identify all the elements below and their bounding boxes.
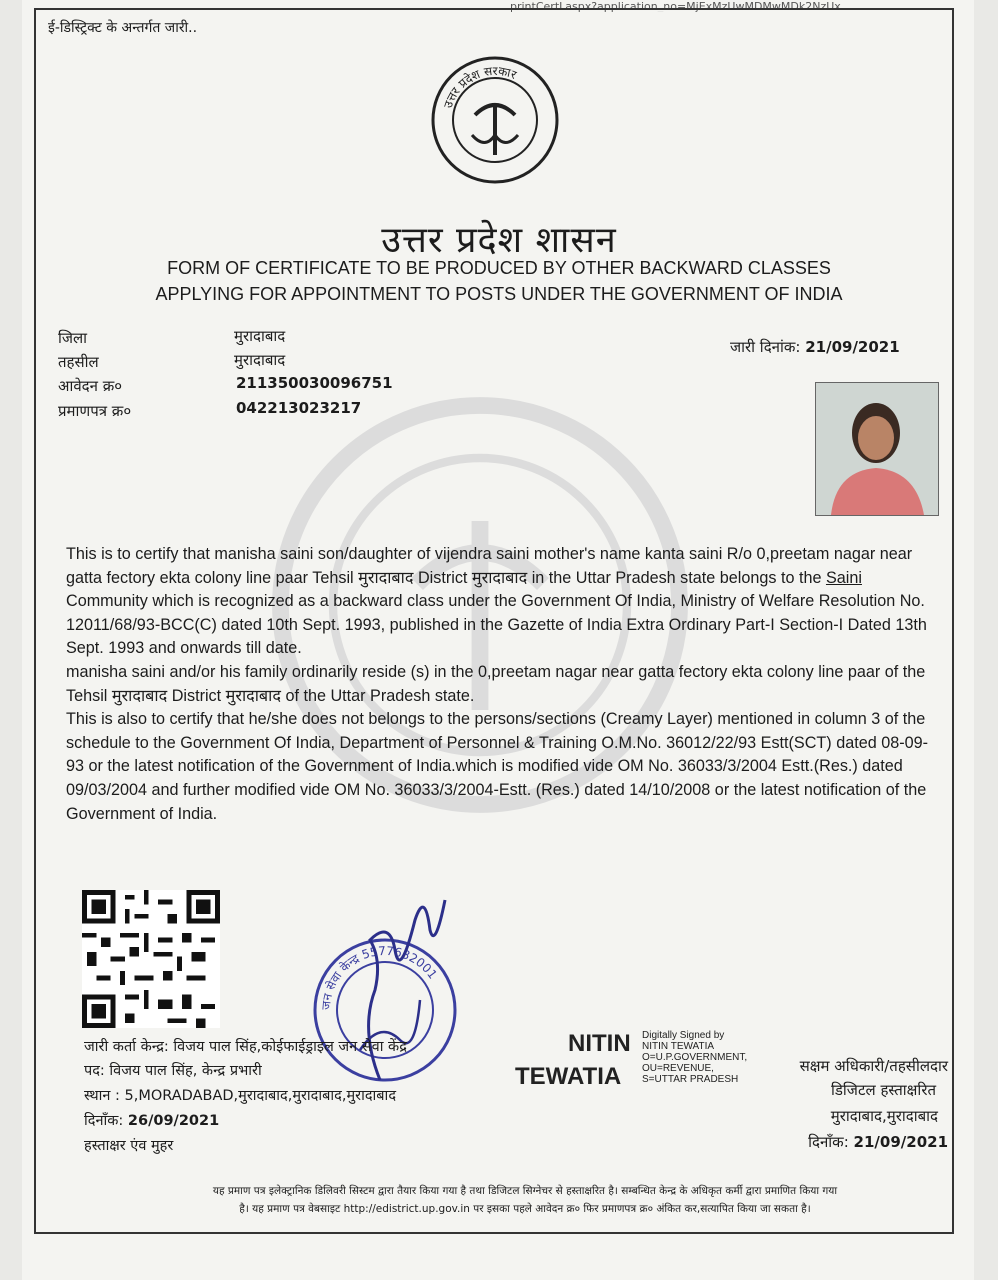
emblem-text: उत्तर प्रदेश सरकार [440, 63, 519, 110]
dsig-line: S=UTTAR PRADESH [642, 1074, 739, 1085]
person-photo-icon [816, 383, 938, 515]
stamp-text: जन सेवा केन्द्र 5577632001 [318, 943, 440, 1011]
officer-location: मुरादाबाद,मुरादाबाद [830, 1107, 938, 1125]
certificate-no-label: प्रमाणपत्र क्र० [58, 402, 132, 420]
officer-title: सक्षम अधिकारी/तहसीलदार [799, 1057, 948, 1075]
certify-text-b: Community which is recognized as a backward class under the Government Of India, Ministry of Welfare Resolution No. 12011/68/93-BCC(C) dated 10th Sept. 1993, published in the Gazette of India Extra Ordinary Part-I Section-I Dated 13th Sept. 1993 and onwards till date. [66, 592, 927, 658]
issuing-date [84, 1110, 219, 1130]
officer-date-value: 21/09/2021 [853, 1133, 948, 1151]
officer-date-label: दिनाँक: [808, 1133, 849, 1151]
footer-note-line-1: यह प्रमाण पत्र इलेक्ट्रानिक डिलिवरी सिस्टम द्वारा तैयार किया गया है तथा डिजिटल सिग्नेचर से हस्ताक्षरित है। सम्बन्धित केन्द्र के अधिकृत कर्मी द्वारा प्रमाणित किया गया [212, 1185, 838, 1197]
issue-date-label: जारी दिनांक: [730, 338, 801, 356]
application-no-label: आवेदन क्र० [58, 377, 123, 395]
digital-signature-details [642, 1030, 747, 1085]
up-government-emblem-icon [430, 55, 560, 185]
dsig-line: Digitally Signed by [642, 1030, 725, 1041]
certificate-body [66, 543, 936, 826]
digital-signer-name-line-2: TEWATIA [515, 1063, 622, 1090]
form-title-line-2: APPLYING FOR APPOINTMENT TO POSTS UNDER THE GOVERNMENT OF INDIA [155, 284, 843, 304]
issue-date-value: 21/09/2021 [805, 338, 900, 356]
svg-text:उत्तर प्रदेश सरकार [441, 64, 520, 110]
url-fragment: printCertLaspx?application_no=MjExMzUwMDMwMDk2NzUx [510, 0, 841, 12]
issuing-place: स्थान : 5,MORADABAD,मुरादाबाद,मुरादाबाद,मुरादाबाद [84, 1088, 397, 1104]
certify-text-a: This is to certify that manisha saini son/daughter of vijendra saini mother's name kanta saini R/o 0,preetam nagar near gatta fectory ekta colony line paar Tehsil मुरादाबाद District मुरादाबाद in the Uttar Pradesh state belongs to the [66, 545, 913, 587]
dsig-line: OU=REVENUE, [642, 1063, 714, 1074]
certificate-no-value: 042213023217 [236, 399, 362, 417]
dsig-line: O=U.P.GOVERNMENT, [642, 1052, 748, 1063]
issued-under-label: ई-डिस्ट्रिक्ट के अन्तर्गत जारी.. [48, 20, 198, 36]
government-title: उत्तर प्रदेश शासन [381, 220, 617, 261]
district-value: मुरादाबाद [234, 327, 286, 345]
qr-code-icon [82, 890, 220, 1028]
certify-paragraph [66, 543, 936, 661]
residence-paragraph: manisha saini and/or his family ordinarily reside (s) in the 0,preetam nagar near gatta fectory ekta colony line paar of the Tehsil मुरादाबाद District मुरादाबाद of the Uttar Pradesh state. [66, 662, 926, 705]
officer-sign-type: डिजिटल हस्ताक्षरित [831, 1081, 936, 1099]
tehsil-label: तहसील [58, 353, 99, 371]
issue-date [730, 337, 900, 357]
officer-date [808, 1132, 948, 1152]
applicant-photo [815, 382, 939, 516]
dsig-line: NITIN TEWATIA [642, 1041, 715, 1052]
form-title-line-1: FORM OF CERTIFICATE TO BE PRODUCED BY OTHER BACKWARD CLASSES [167, 258, 831, 278]
sign-and-seal-label: हस्ताक्षर एंव मुहर [84, 1138, 174, 1154]
tehsil-value: मुरादाबाद [234, 351, 286, 369]
issuing-date-value: 26/09/2021 [127, 1113, 220, 1129]
caste-name: Saini [825, 568, 862, 587]
creamy-layer-paragraph: This is also to certify that he/she does not belongs to the persons/sections (Creamy Layer) mentioned in column 3 of the schedule to the Government Of India, Department of Personnel & Training O.M.No. 36012/22/93 Estt(SCT) dated 08-09-93 or the latest notification of the Government of India.which is modified vide OM No. 36033/3/2004 Estt.(Res.) dated 09/03/2004 and further modified vide OM No. 36033/3/2004-Estt. (Res.) dated 14/10/2008 or the latest notification of the Government of India. [66, 710, 928, 823]
issuing-date-label: दिनाँक: [84, 1113, 124, 1129]
digital-signer-name-line-1: NITIN [568, 1030, 631, 1057]
issuing-center: जारी कर्ता केन्द्र: विजय पाल सिंह,कोईफाईड्राइल जन सेवा केंद्र [84, 1039, 407, 1055]
footer-note-line-2: है। यह प्रमाण पत्र वेबसाइट http://edistrict.up.gov.in पर इसका पहले आवेदन क्र० फिर प्रमाणपत्र क्र० अंकित कर,सत्यापित किया जा सकता है। [239, 1203, 811, 1215]
handwritten-signature-icon [320, 880, 450, 1090]
application-no-value: 211350030096751 [236, 374, 393, 392]
issuing-post: पद: विजय पाल सिंह, केन्द्र प्रभारी [84, 1063, 262, 1079]
district-label: जिला [58, 329, 88, 347]
